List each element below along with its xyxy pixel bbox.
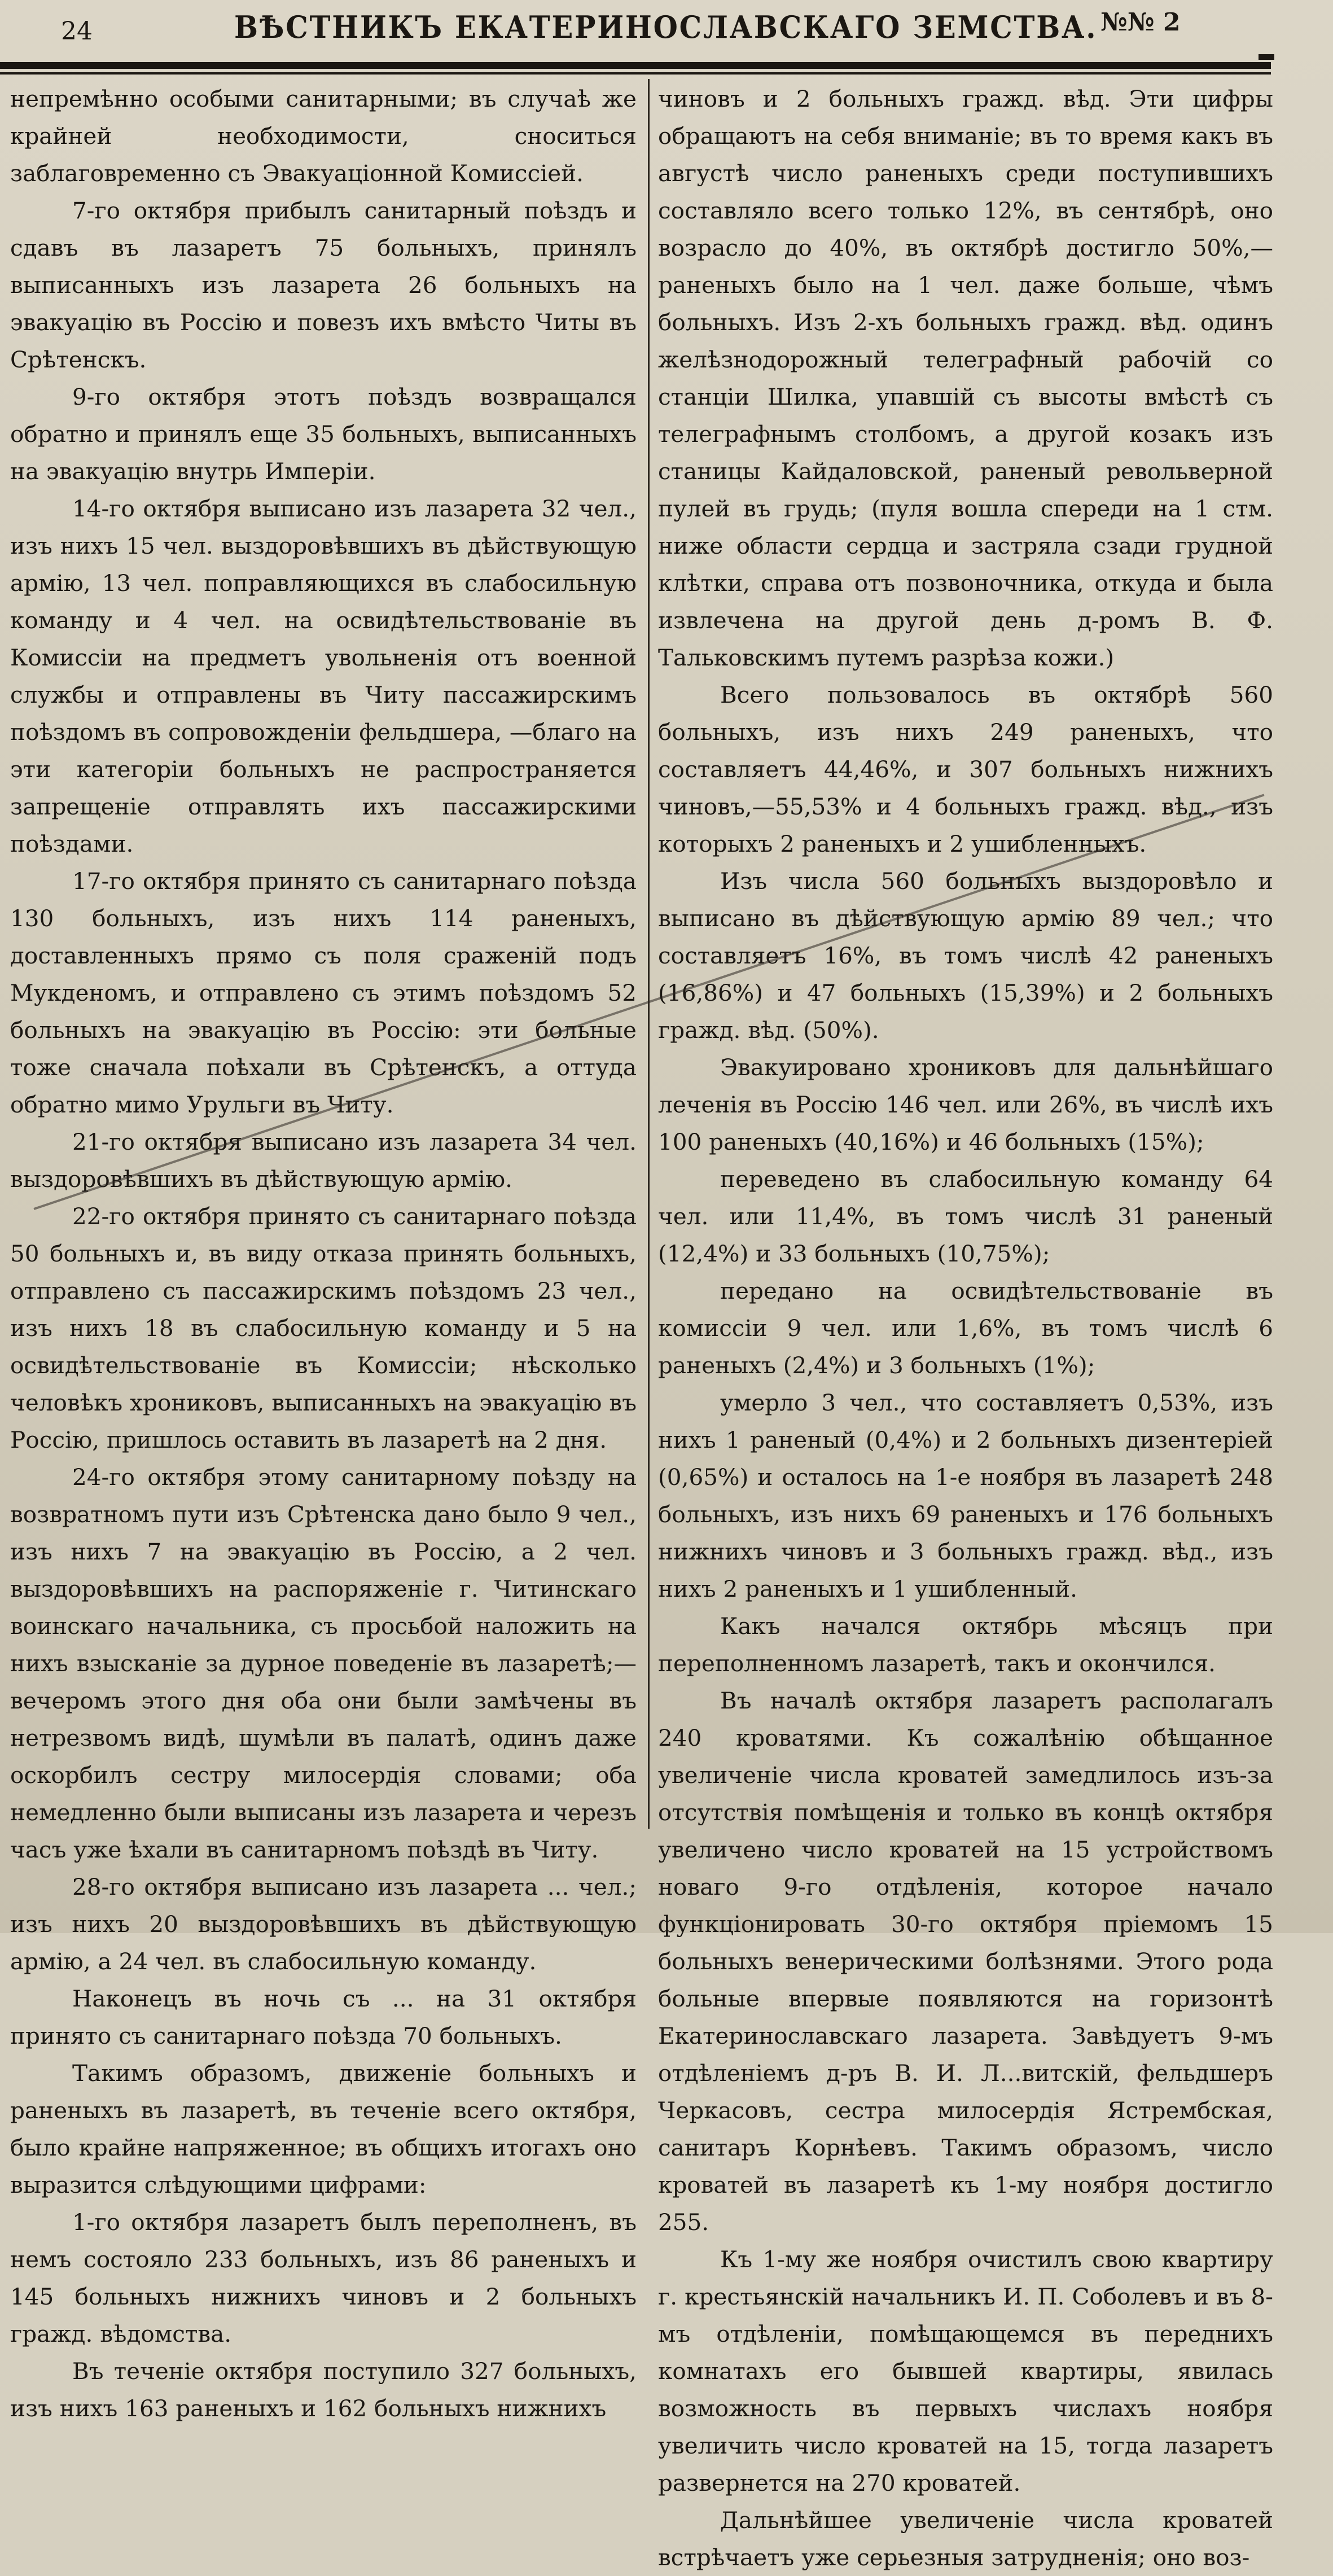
journal-title: ВѢСТНИКЪ ЕКАТЕРИНОСЛАВСКАГО ЗЕМСТВА. bbox=[234, 9, 1098, 45]
header-rule-thin bbox=[0, 72, 1271, 75]
paragraph: Къ 1-му же ноября очистилъ свою квартиру г. крестьянскій начальникъ И. П. Соболевъ и въ 8-мъ отдѣленіи, помѣщающемся въ переднихъ комнатахъ его бывшей квартиры, явилась возможность въ первыхъ числахъ ноября увеличить число кроватей на 15, тогда лазаретъ развернется на 270 кроватей. bbox=[658, 2246, 1273, 2496]
paragraph: 9-го октября этотъ поѣздъ возвращался обратно и принялъ еще 35 больныхъ, выписанныхъ на эвакуацію внутрь Имперіи. bbox=[10, 383, 637, 485]
paragraph: 28-го октября выписано изъ лазарета ... чел.; изъ нихъ 20 выздоровѣвшихъ въ дѣйствующую армію, а 24 чел. въ слабосильную команду. bbox=[10, 1873, 637, 1975]
paragraph: 14-го октября выписано изъ лазарета 32 чел., изъ нихъ 15 чел. выздоровѣвшихъ въ дѣйствующую армію, 13 чел. поправляющихся въ слабосильную команду и 4 чел. на освидѣтельствованіе въ Комиссіи на предметъ увольненія отъ военной службы и отправлены въ Читу пассажирскимъ поѣздомъ въ сопровожденіи фельдшера, —благо на эти категоріи больныхъ не распространяется запрещеніе отправлять ихъ пассажирскими поѣздами. bbox=[10, 495, 637, 857]
paragraph: Какъ начался октябрь мѣсяцъ при переполненномъ лазаретѣ, такъ и окончился. bbox=[658, 1613, 1273, 1677]
paragraph: 17-го октября принято съ санитарнаго поѣзда 130 больныхъ, изъ нихъ 114 раненыхъ, доставленныхъ прямо съ поля сраженій подъ Мукденомъ, и отправлено съ этимъ поѣздомъ 52 больныхъ на эвакуацію въ Россію: эти больные тоже сначала поѣхали въ Срѣтенскъ, а оттуда обратно мимо Урульги въ Читу. bbox=[10, 868, 637, 1118]
column-divider bbox=[648, 79, 650, 1829]
paragraph: передано на освидѣтельствованіе въ комиссіи 9 чел. или 1,6%, въ томъ числѣ 6 раненыхъ (2,4%) и 3 больныхъ (1%); bbox=[658, 1277, 1273, 1379]
paragraph: 24-го октября этому санитарному поѣзду на возвратномъ пути изъ Срѣтенска дано было 9 чел., изъ нихъ 7 на эвакуацію въ Россію, а 2 чел. выздоровѣвшихъ на распоряженіе г. Читинскаго воинскаго начальника, съ просьбой наложить на нихъ взысканіе за дурное поведеніе въ лазаретѣ;—вечеромъ этого дня оба они были замѣчены въ нетрезвомъ видѣ, шумѣли въ палатѣ, одинъ даже оскорбилъ сестру милосердія словами; оба немедленно были выписаны изъ лазарета и черезъ часъ уже ѣхали въ санитарномъ поѣздѣ въ Читу. bbox=[10, 1464, 637, 1863]
header-rule-thick bbox=[0, 62, 1271, 69]
paragraph: 22-го октября принято съ санитарнаго поѣзда 50 больныхъ и, въ виду отказа принять больныхъ, отправлено съ пассажирскимъ поѣздомъ 23 чел., изъ нихъ 18 въ слабосильную команду и 5 на освидѣтельствованіе въ Комиссіи; нѣсколько человѣкъ хрониковъ, выписанныхъ на эвакуацію въ Россію, пришлось оставить въ лазаретѣ на 2 дня. bbox=[10, 1203, 637, 1453]
paragraph: Въ теченіе октября поступило 327 больныхъ, изъ нихъ 163 раненыхъ и 162 больныхъ нижнихъ bbox=[10, 2358, 637, 2422]
paragraph: переведено въ слабосильную команду 64 чел. или 11,4%, въ томъ числѣ 31 раненый (12,4%) и 33 больныхъ (10,75%); bbox=[658, 1166, 1273, 1267]
paragraph: непремѣнно особыми санитарными; въ случаѣ же крайней необходимости, сноситься заблаговременно съ Эвакуаціонной Комиссіей. bbox=[10, 85, 637, 187]
paragraph: Дальнѣйшее увеличеніе числа кроватей встрѣчаетъ уже серьезныя затрудненія; оно воз- bbox=[658, 2507, 1273, 2571]
page-number: 24 bbox=[61, 17, 93, 46]
header-rule-tab bbox=[1259, 54, 1274, 60]
paragraph: Эвакуировано хрониковъ для дальнѣйшаго леченія въ Россію 146 чел. или 26%, въ числѣ ихъ 100 раненыхъ (40,16%) и 46 больныхъ (15%); bbox=[658, 1054, 1273, 1155]
paragraph: Такимъ образомъ, движеніе больныхъ и раненыхъ въ лазаретѣ, въ теченіе всего октября, было крайне напряженное; въ общихъ итогахъ оно выразится слѣдующими цифрами: bbox=[10, 2060, 637, 2198]
paragraph: 7-го октября прибылъ санитарный поѣздъ и сдавъ въ лазаретъ 75 больныхъ, принялъ выписанныхъ изъ лазарета 26 больныхъ на эвакуацію въ Россію и повезъ ихъ вмѣсто Читы въ Срѣтенскъ. bbox=[10, 197, 637, 373]
page-header bbox=[0, 0, 1333, 62]
paragraph: чиновъ и 2 больныхъ гражд. вѣд. Эти цифры обращаютъ на себя вниманіе; въ то время какъ въ августѣ число раненыхъ среди поступившихъ составляло всего только 12%, въ сентябрѣ, оно возрасло до 40%, въ октябрѣ достигло 50%,—раненыхъ было на 1 чел. даже больше, чѣмъ больныхъ. Изъ 2-хъ больныхъ гражд. вѣд. одинъ желѣзнодорожный телеграфный рабочій со станціи Шилка, упавшій съ высоты вмѣстѣ съ телеграфнымъ столбомъ, а другой козакъ изъ станицы Кайдаловской, раненый револьверной пулей въ грудь; (пуля вошла спереди на 1 стм. ниже области сердца и застряла сзади грудной клѣтки, справа отъ позвоночника, откуда и была извлечена на другой день д-ромъ В. Ф. Тальковскимъ путемъ разрѣза кожи.) bbox=[658, 85, 1273, 671]
paragraph: Изъ числа 560 больныхъ выздоровѣло и выписано въ дѣйствующую армію 89 чел.; что составляетъ 16%, въ томъ числѣ 42 раненыхъ (16,86%) и 47 больныхъ (15,39%) и 2 больныхъ гражд. вѣд. (50%). bbox=[658, 868, 1273, 1044]
right-column bbox=[658, 80, 1273, 2576]
issue-label: №№ 2 bbox=[1100, 8, 1181, 37]
paragraph: 1-го октября лазаретъ былъ переполненъ, въ немъ состояло 233 больныхъ, изъ 86 раненыхъ и 145 больныхъ нижнихъ чиновъ и 2 больныхъ гражд. вѣдомства. bbox=[10, 2209, 637, 2347]
paragraph: 21-го октября выписано изъ лазарета 34 чел. выздоровѣвшихъ въ дѣйствующую армію. bbox=[10, 1128, 637, 1193]
paragraph: Всего пользовалось въ октябрѣ 560 больныхъ, изъ нихъ 249 раненыхъ, что составляетъ 44,46%, и 307 больныхъ нижнихъ чиновъ,—55,53% и 4 больныхъ гражд. вѣд., изъ которыхъ 2 раненыхъ и 2 ушибленныхъ. bbox=[658, 681, 1273, 857]
paragraph: Въ началѣ октября лазаретъ располагалъ 240 кроватями. Къ сожалѣнію обѣщанное увеличеніе числа кроватей замедлилось изъ-за отсутствія помѣщенія и только въ концѣ октября увеличено число кроватей на 15 устройствомъ новаго 9-го отдѣленія, которое начало функціонировать 30-го октября пріемомъ 15 больныхъ венерическими болѣзнями. Этого рода больные впервые появляются на горизонтѣ Екатеринославскаго лазарета. Завѣдуетъ 9-мъ отдѣленіемъ д-ръ В. И. Л...витскій, фельдшеръ Черкасовъ, сестра милосердія Ястрембская, санитаръ Корнѣевъ. Такимъ образомъ, число кроватей въ лазаретѣ къ 1-му ноября достигло 255. bbox=[658, 1687, 1273, 2236]
paragraph: умерло 3 чел., что составляетъ 0,53%, изъ нихъ 1 раненый (0,4%) и 2 больныхъ дизентеріей (0,65%) и осталось на 1-е ноября въ лазаретѣ 248 больныхъ, изъ нихъ 69 раненыхъ и 176 больныхъ нижнихъ чиновъ и 3 больныхъ гражд. вѣд., изъ нихъ 2 раненыхъ и 1 ушибленный. bbox=[658, 1389, 1273, 1602]
left-column bbox=[10, 80, 637, 2427]
paragraph: Наконецъ въ ночь съ ... на 31 октября принято съ санитарнаго поѣзда 70 больныхъ. bbox=[10, 1985, 637, 2049]
